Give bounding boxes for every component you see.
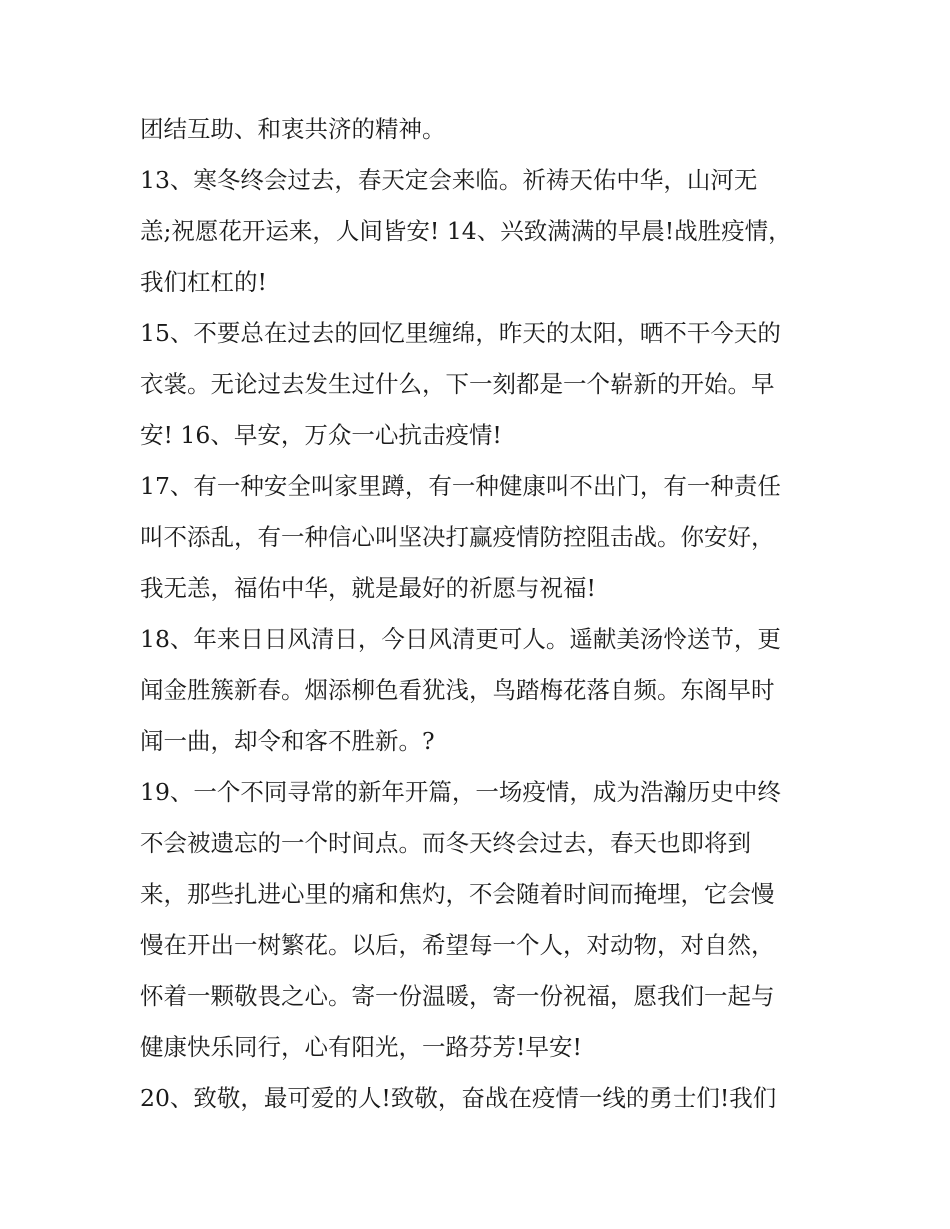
text-line-15: 不会被遗忘的一个时间点。而冬天终会过去，春天也即将到: [140, 829, 751, 857]
text-line-19: 健康快乐同行，心有阳光，一路芬芳!早安!: [140, 1033, 582, 1061]
text-line-17: 慢在开出一树繁花。以后，希望每一个人，对动物，对自然，: [140, 931, 775, 959]
text-line-1: 团结互助、和衷共济的精神。: [140, 115, 446, 143]
text-line-4: 我们杠杠的!: [140, 268, 267, 296]
text-line-18: 怀着一颗敬畏之心。寄一份温暖，寄一份祝福，愿我们一起与: [140, 982, 775, 1010]
text-line-2: 13、寒冬终会过去，春天定会来临。祈祷天佑中华，山河无: [140, 166, 758, 194]
text-line-12: 闻金胜簇新春。烟添柳色看犹浅，鸟踏梅花落自频。东阁早时: [140, 676, 775, 704]
text-line-11: 18、年来日日风清日，今日风清更可人。遥献美汤怜送节，更: [140, 625, 781, 653]
text-line-5: 15、不要总在过去的回忆里缠绵，昨天的太阳，晒不干今天的: [140, 319, 781, 347]
text-line-14: 19、一个不同寻常的新年开篇，一场疫情，成为浩瀚历史中终: [140, 778, 781, 806]
text-line-8: 17、有一种安全叫家里蹲，有一种健康叫不出门，有一种责任: [140, 472, 781, 500]
text-line-20: 20、致敬，最可爱的人!致敬，奋战在疫情一线的勇士们!我们: [140, 1084, 777, 1112]
text-line-13: 闻一曲，却令和客不胜新。?: [140, 727, 435, 755]
text-line-6: 衣裳。无论过去发生过什么，下一刻都是一个崭新的开始。早: [140, 370, 775, 398]
text-line-10: 我无恙，福佑中华，就是最好的祈愿与祝福!: [140, 574, 596, 602]
text-line-16: 来，那些扎进心里的痛和焦灼，不会随着时间而掩埋，它会慢: [140, 880, 775, 908]
body-text: [140, 104, 820, 1124]
text-line-7: 安! 16、早安，万众一心抗击疫情!: [140, 421, 502, 449]
text-line-9: 叫不添乱，有一种信心叫坚决打赢疫情防控阻击战。你安好，: [140, 523, 775, 551]
text-line-3: 恙;祝愿花开运来，人间皆安! 14、兴致满满的早晨!战胜疫情，: [140, 217, 792, 245]
